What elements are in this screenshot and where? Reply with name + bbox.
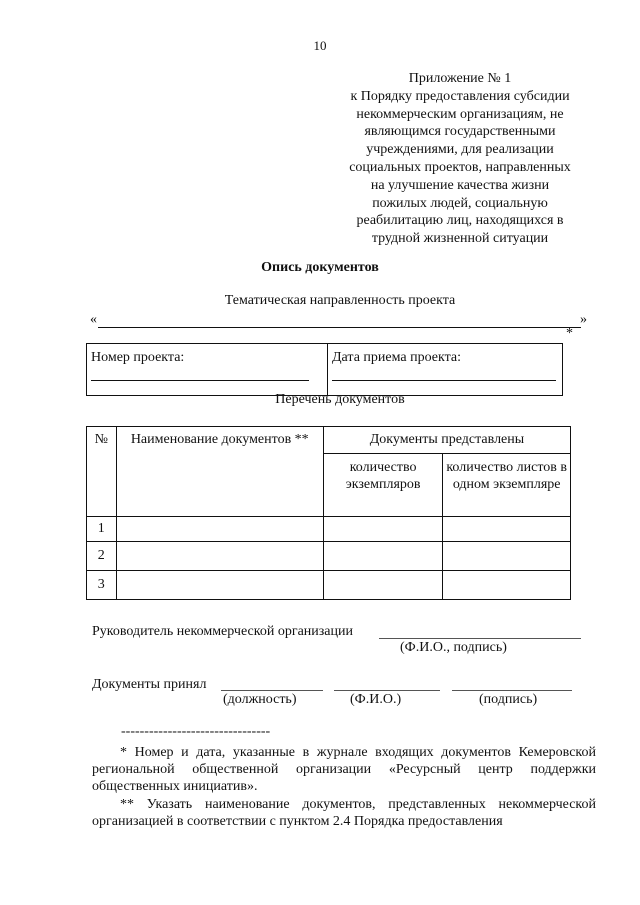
table-row bbox=[87, 542, 571, 571]
head-signature-label: Руководитель некоммерческой организации bbox=[92, 624, 353, 639]
row-copies bbox=[323, 571, 442, 600]
receipt-date-label: Дата приема проекта: bbox=[332, 350, 461, 365]
project-direction-line bbox=[98, 327, 581, 328]
document-list-title: Перечень документов bbox=[275, 392, 405, 407]
head-signature-line bbox=[379, 638, 581, 639]
project-number-cell bbox=[87, 344, 328, 396]
row-copies bbox=[323, 517, 442, 542]
appendix-line: учреждениями, для реализации bbox=[366, 142, 554, 158]
row-doc-name bbox=[116, 542, 323, 571]
row-copies bbox=[323, 542, 442, 571]
quote-open: « bbox=[90, 312, 97, 327]
row-number: 2 bbox=[87, 542, 117, 571]
col-header-number: № bbox=[87, 427, 117, 517]
appendix-line: являющимся государственными bbox=[364, 124, 556, 140]
page-number: 10 bbox=[313, 38, 327, 53]
appendix-header bbox=[340, 70, 580, 248]
row-sheets bbox=[443, 542, 571, 571]
document-title: Опись документов bbox=[261, 260, 379, 275]
signature-line bbox=[452, 690, 572, 691]
appendix-line: трудной жизненной ситуации bbox=[371, 231, 549, 247]
position-note: (должность) bbox=[223, 692, 297, 707]
head-signature-note: (Ф.И.О., подпись) bbox=[400, 640, 507, 655]
project-direction-label: Тематическая направленность проекта bbox=[224, 293, 456, 308]
appendix-line: социальных проектов, направленных bbox=[349, 159, 571, 175]
footnotes bbox=[92, 744, 596, 830]
position-line bbox=[221, 690, 323, 691]
appendix-line: к Порядку предоставления субсидии bbox=[350, 88, 570, 104]
row-sheets bbox=[443, 571, 571, 600]
project-number-label: Номер проекта: bbox=[91, 350, 185, 365]
documents-table bbox=[86, 426, 571, 600]
appendix-line: пожилых людей, социальную bbox=[372, 195, 548, 211]
footnote-2: ** Указать наименование документов, представленных некоммерческой организацией в соответствии с пунктом 2.4 Порядка предоставления bbox=[92, 797, 596, 829]
table-row bbox=[87, 517, 571, 542]
receipt-date-cell bbox=[328, 344, 563, 396]
table-row bbox=[87, 571, 571, 600]
footnote-separator: -------------------------------- bbox=[121, 724, 271, 739]
appendix-line: Приложение № 1 bbox=[408, 71, 512, 86]
col-header-name: Наименование документов ** bbox=[116, 427, 323, 517]
project-info-table bbox=[86, 343, 563, 396]
receipt-date-line bbox=[332, 380, 556, 381]
appendix-line: некоммерческим организациям, не bbox=[356, 106, 564, 122]
row-number: 1 bbox=[87, 517, 117, 542]
name-note: (Ф.И.О.) bbox=[350, 692, 402, 707]
row-doc-name bbox=[116, 517, 323, 542]
col-header-submitted: Документы представлены bbox=[323, 427, 570, 454]
quote-close: » bbox=[580, 312, 587, 327]
row-number: 3 bbox=[87, 571, 117, 600]
signature-note: (подпись) bbox=[479, 692, 538, 707]
name-line bbox=[334, 690, 440, 691]
footnote-marker: * bbox=[566, 326, 573, 341]
row-sheets bbox=[443, 517, 571, 542]
footnote-1: * Номер и дата, указанные в журнале входящих документов Кемеровской региональной общественной организации «Ресурсный центр поддержки общественных инициатив». bbox=[92, 745, 596, 794]
project-number-line bbox=[91, 380, 309, 381]
accepted-by-label: Документы принял bbox=[92, 677, 207, 692]
appendix-line: реабилитацию лиц, находящихся в bbox=[356, 213, 564, 229]
col-header-copies: количество экземпляров bbox=[323, 454, 442, 517]
row-doc-name bbox=[116, 571, 323, 600]
col-header-sheets: количество листов в одном экземпляре bbox=[443, 454, 571, 517]
appendix-line: на улучшение качества жизни bbox=[370, 177, 550, 193]
